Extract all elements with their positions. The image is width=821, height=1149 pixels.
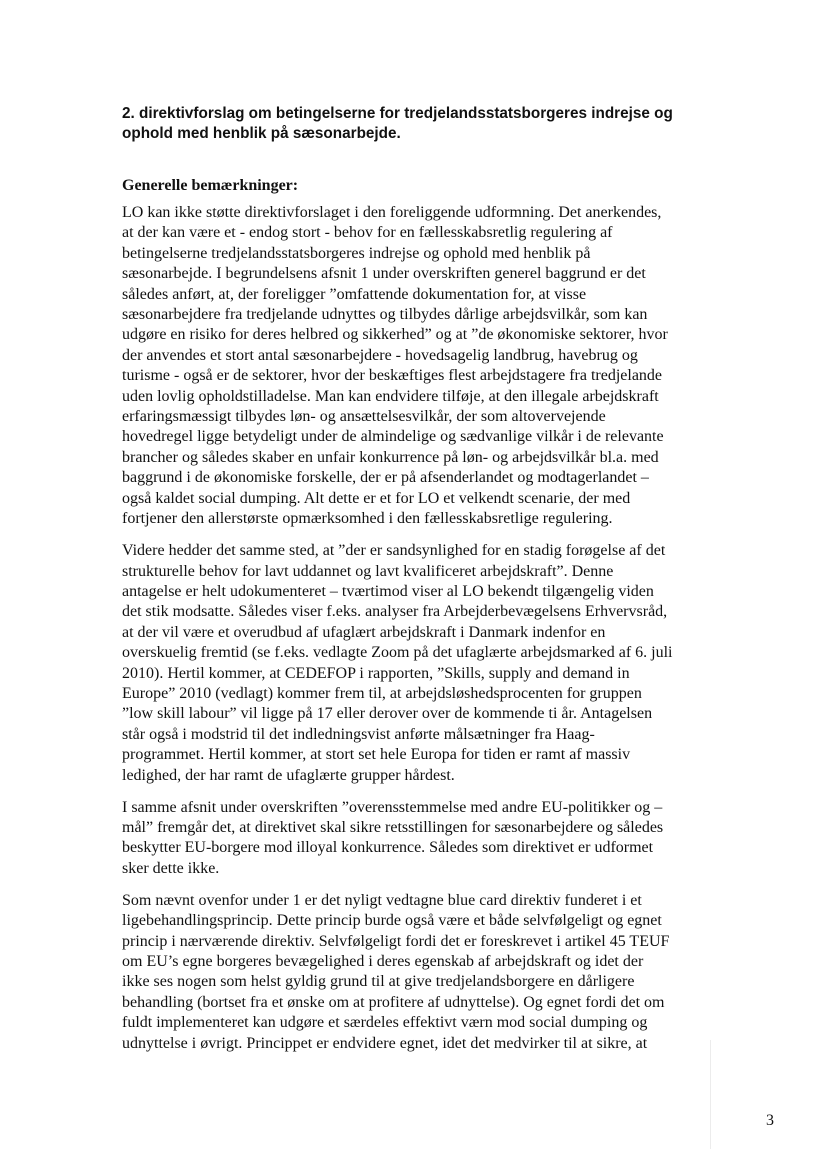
text-line: fortjener den allerstørste opmærksomhed i den fællesskabsretlige regulering.: [122, 510, 613, 528]
text-line: ledighed, der har ramt de ufaglærte grupper hårdest.: [122, 766, 455, 784]
text-line: der anvendes et stort antal sæsonarbejdere - hovedsagelig landbrug, havebrug og: [122, 346, 638, 364]
text-line: udgøre en risiko for deres helbred og sikkerhed” og at ”de økonomiske sektorer, hvor: [122, 326, 668, 344]
heading-line: ophold med henblik på sæsonarbejde.: [122, 125, 401, 142]
text-line: ligebehandlingsprincip. Dette princip burde også være et både selvfølgeligt og egnet: [122, 912, 662, 930]
text-line: baggrund i de økonomiske forskelle, der er på afsenderlandet og modtagerlandet –: [122, 469, 649, 487]
text-line: strukturelle behov for lavt uddannet og lavt kvalificeret arbejdskraft”. Denne: [122, 562, 614, 580]
text-line: Europe” 2010 (vedlagt) kommer frem til, at arbejdsløshedsprocenten for gruppen: [122, 684, 642, 702]
heading-line: 2. direktivforslag om betingelserne for tredjelandsstatsborgeres indrejse og: [122, 105, 673, 122]
text-line: det stik modsatte. Således viser f.eks. analyser fra Arbejderbevægelsens Erhvervsråd,: [122, 603, 668, 621]
text-line: I samme afsnit under overskriften ”overensstemmelse med andre EU-politikker og –: [122, 798, 663, 816]
text-line: udnyttelse i øvrigt. Princippet er endvidere egnet, idet det medvirker til at sikre, at: [122, 1034, 648, 1052]
text-line: ”low skill labour” vil ligge på 17 eller derover over de kommende ti år. Antagelsen: [122, 705, 653, 723]
text-line: sker dette ikke.: [122, 859, 220, 877]
text-line: princip i nærværende direktiv. Selvfølgeligt fordi det er foreskrevet i artikel 45 TEUF: [122, 932, 670, 950]
text-line: Som nævnt ovenfor under 1 er det nyligt vedtagne blue card direktiv funderet i et: [122, 891, 642, 909]
text-line: står også i modstrid til det indledningsvist anførte målsætninger fra Haag-: [122, 725, 595, 743]
text-line: behandling (bortset fra et ønske om at profitere af udnyttelse). Og egnet fordi det om: [122, 993, 665, 1011]
text-line: beskytter EU-borgere mod illoyal konkurrence. Således som direktivet er udformet: [122, 839, 654, 857]
text-line: uden lovlig opholdstilladelse. Man kan endvidere tilføje, at den illegale arbejdskraft: [122, 387, 659, 405]
body-text: [122, 203, 672, 1066]
text-line: betingelserne tredjelandsstatsborgeres indrejse og ophold med henblik på: [122, 244, 591, 262]
text-line: erfaringsmæssigt tilbydes løn- og ansættelsesvilkår, der som altovervejende: [122, 408, 606, 426]
section-heading: [122, 104, 673, 144]
paragraph: [122, 891, 672, 1054]
page-number: 3: [766, 1112, 774, 1129]
text-line: at der vil være et overudbud af ufaglært arbejdskraft i Danmark indenfor en: [122, 623, 606, 641]
paragraph: [122, 798, 672, 880]
text-line: således anført, at, der foreligger ”omfattende dokumentation for, at visse: [122, 285, 587, 303]
margin-rule: [710, 1040, 711, 1149]
text-line: hovedregel ligge betydeligt under de almindelige og sædvanlige vilkår i de relevante: [122, 428, 664, 446]
text-line: sæsonarbejdere fra tredjelande udnyttes og tilbydes dårlige arbejdsvilkår, som kan: [122, 306, 648, 324]
text-line: at der kan være et - endog stort - behov for en fællesskabsretlig regulering af: [122, 224, 613, 242]
subheading: Generelle bemærkninger:: [122, 177, 299, 194]
text-line: programmet. Hertil kommer, at stort set hele Europa for tiden er ramt af massiv: [122, 746, 631, 764]
text-line: brancher og således skaber en unfair konkurrence på løn- og arbejdsvilkår bl.a. med: [122, 448, 659, 466]
text-line: mål” fremgår det, at direktivet skal sikre retsstillingen for sæsonarbejdere og således: [122, 818, 664, 836]
text-line: antagelse er helt udokumenteret – tværtimod viser al LO bekendt tilgængelig viden: [122, 582, 654, 600]
text-line: fuldt implementeret kan udgøre et særdeles effektivt værn mod social dumping og: [122, 1014, 648, 1032]
paragraph: [122, 203, 672, 530]
paragraph: [122, 541, 672, 786]
text-line: overskuelig fremtid (se f.eks. vedlagte Zoom på det ufaglærte arbejdsmarked af 6. juli: [122, 644, 673, 662]
text-line: LO kan ikke støtte direktivforslaget i den foreliggende udformning. Det anerkendes,: [122, 204, 662, 221]
text-line: ikke ses nogen som helst gyldig grund til at give tredjelandsborgere en dårligere: [122, 973, 635, 991]
text-line: 2010). Hertil kommer, at CEDEFOP i rapporten, ”Skills, supply and demand in: [122, 664, 630, 682]
text-line: Videre hedder det samme sted, at ”der er sandsynlighed for en stadig forøgelse af det: [122, 542, 666, 560]
text-line: turisme - også er de sektorer, hvor der beskæftiges flest arbejdstagere fra tredjelande: [122, 367, 663, 385]
text-line: også kaldet social dumping. Alt dette er et for LO et velkendt scenarie, der med: [122, 489, 631, 507]
text-line: om EU’s egne borgeres bevægelighed i deres egenskab af arbejdskraft og idet der: [122, 953, 644, 970]
text-line: sæsonarbejde. I begrundelsens afsnit 1 under overskriften generel baggrund er det: [122, 265, 646, 283]
